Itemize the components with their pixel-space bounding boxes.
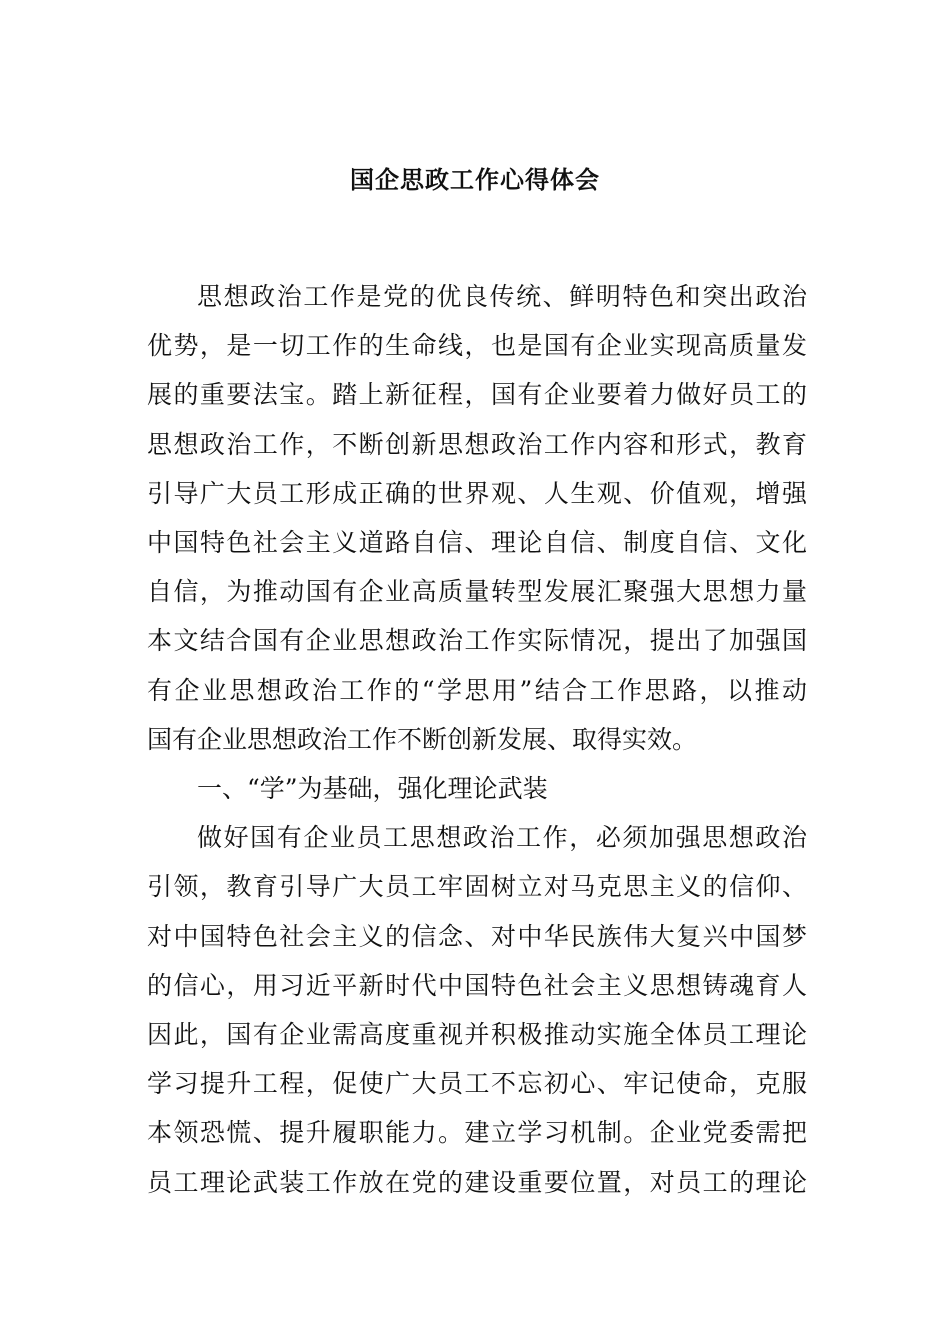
paragraph-line: 本文结合国有企业思想政治工作实际情况，提出了加强国 bbox=[147, 626, 807, 656]
paragraph-line: 思想政治工作，不断创新思想政治工作内容和形式，教育 bbox=[147, 429, 807, 459]
paragraph-line: 引导广大员工形成正确的世界观、人生观、价值观，增强 bbox=[147, 478, 807, 508]
paragraph-line: 对中国特色社会主义的信念、对中华民族伟大复兴中国梦 bbox=[147, 921, 807, 951]
paragraph-line: 因此，国有企业需高度重视并积极推动实施全体员工理论 bbox=[147, 1020, 807, 1049]
paragraph-line: 引领，教育引导广大员工牢固树立对马克思主义的信仰、 bbox=[147, 872, 807, 902]
paragraph-line: 员工理论武装工作放在党的建设重要位置，对员工的理论 bbox=[147, 1167, 807, 1197]
document-title: 国企思政工作心得体会 bbox=[350, 165, 600, 194]
paragraph-line: 中国特色社会主义道路自信、理论自信、制度自信、文化 bbox=[147, 528, 807, 557]
paragraph-line: 国有企业思想政治工作不断创新发展、取得实效。 bbox=[147, 724, 698, 754]
section-heading: 一、“学”为基础，强化理论武装 bbox=[197, 774, 548, 803]
paragraph-line: 学习提升工程，促使广大员工不忘初心、牢记使命，克服 bbox=[147, 1069, 807, 1099]
paragraph-line: 思想政治工作是党的优良传统、鲜明特色和突出政治 bbox=[197, 282, 807, 311]
paragraph-line: 的信心，用习近平新时代中国特色社会主义思想铸魂育人 bbox=[147, 970, 807, 1000]
paragraph-line: 优势，是一切工作的生命线，也是国有企业实现高质量发 bbox=[147, 331, 807, 361]
paragraph-line: 本领恐慌、提升履职能力。建立学习机制。企业党委需把 bbox=[147, 1118, 807, 1148]
paragraph-line: 有企业思想政治工作的“学思用”结合工作思路，以推动 bbox=[147, 675, 807, 705]
paragraph-line: 自信，为推动国有企业高质量转型发展汇聚强大思想力量 bbox=[147, 577, 807, 607]
paragraph-line: 做好国有企业员工思想政治工作，必须加强思想政治 bbox=[197, 823, 807, 853]
paragraph-line: 展的重要法宝。踏上新征程，国有企业要着力做好员工的 bbox=[147, 380, 807, 410]
